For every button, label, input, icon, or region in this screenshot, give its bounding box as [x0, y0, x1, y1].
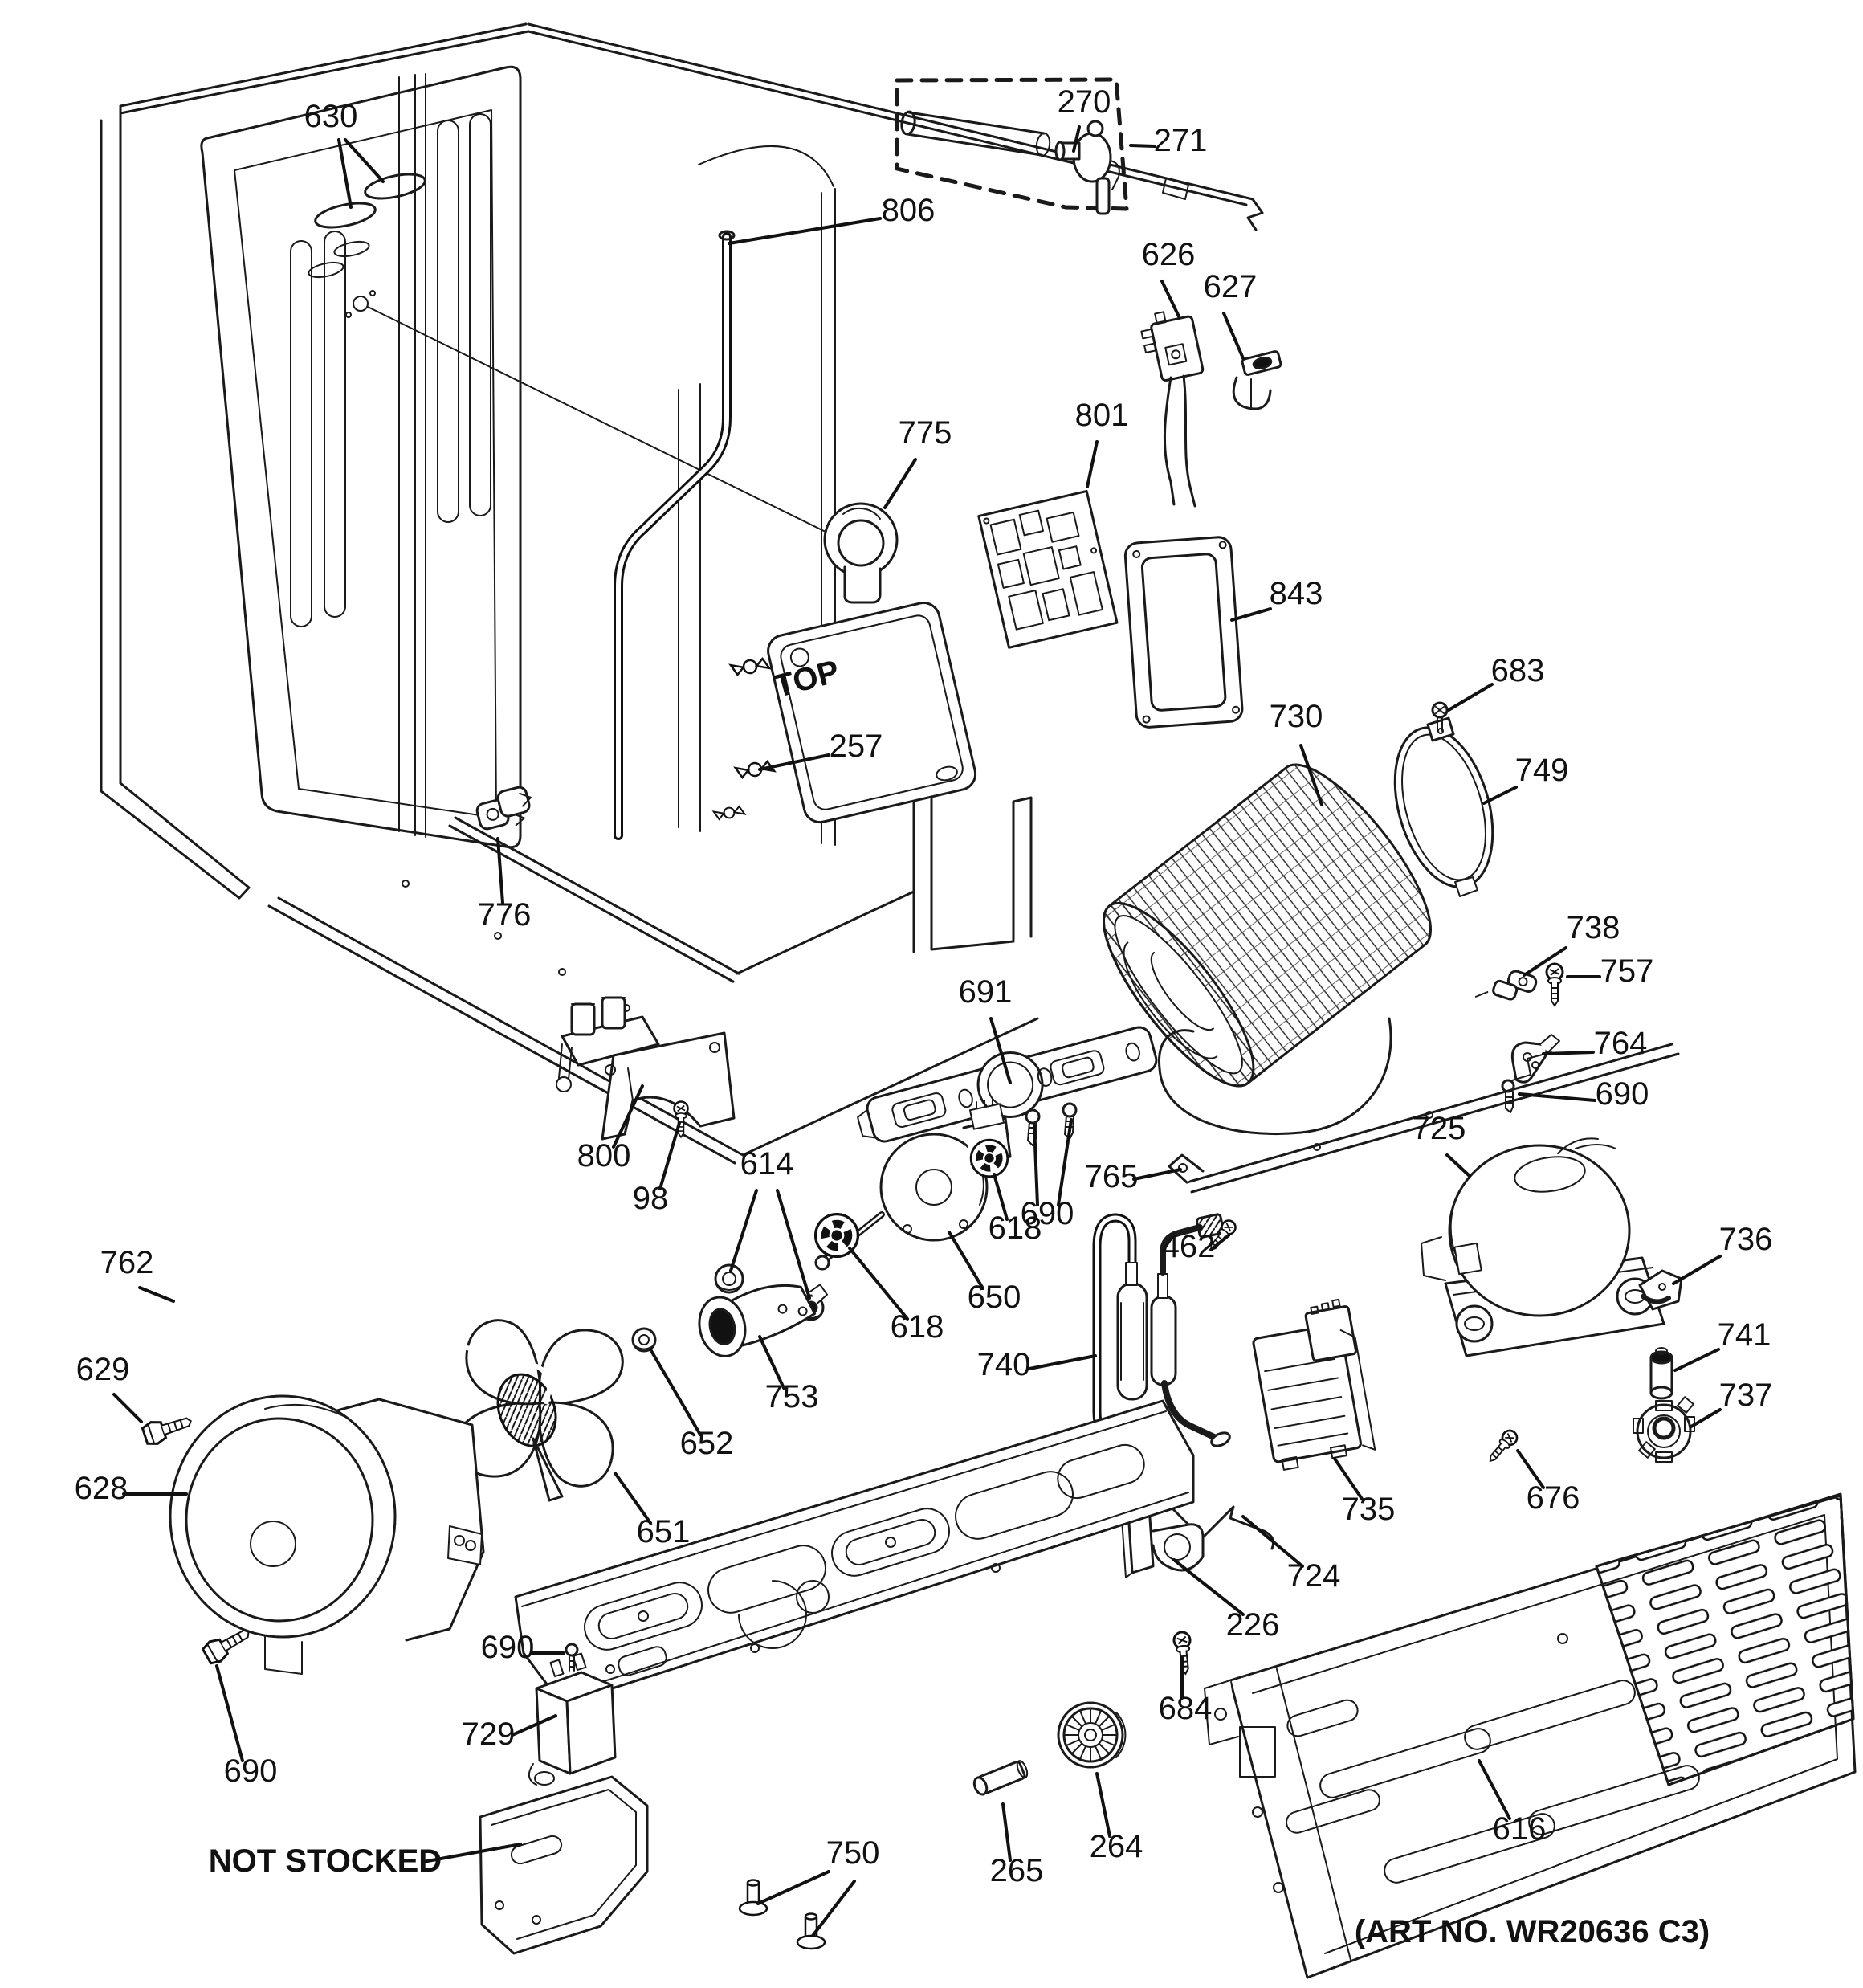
inverter-735	[1249, 1298, 1376, 1472]
switch-626	[1139, 306, 1204, 383]
callout-800: 800	[577, 1138, 631, 1174]
callout-738: 738	[1566, 910, 1620, 945]
leader-line	[1484, 787, 1516, 803]
tube-clip-776	[474, 785, 536, 833]
callout-top: TOP	[770, 653, 843, 705]
callout-765: 765	[1084, 1159, 1139, 1194]
callout-730: 730	[1269, 699, 1323, 734]
top-vent-slots	[308, 169, 427, 280]
leader-line	[1003, 1804, 1010, 1860]
callout-271: 271	[1153, 123, 1208, 158]
leader-line	[1232, 609, 1270, 620]
nut-652	[633, 1329, 655, 1351]
mullion-channel	[399, 74, 426, 837]
leader-line	[1673, 1256, 1720, 1284]
screw-690a	[1502, 1080, 1514, 1112]
pan-end-bracket	[480, 1777, 647, 1953]
axle-pin-265	[972, 1759, 1029, 1796]
fan-shroud-628	[170, 1396, 483, 1674]
callout-art-no-wr20636-c3: (ART NO. WR20636 C3)	[1354, 1914, 1710, 1949]
callout-776: 776	[477, 897, 532, 933]
leader-line	[1029, 1356, 1095, 1369]
callout-775: 775	[898, 415, 952, 451]
leader-line	[1087, 442, 1097, 487]
callout-626: 626	[1141, 237, 1196, 272]
water-valve-270	[1056, 121, 1119, 214]
leader-line	[140, 1288, 173, 1301]
leader-line	[1543, 1052, 1593, 1054]
leader-line	[1519, 1094, 1595, 1100]
callout-735: 735	[1341, 1492, 1396, 1527]
leader-line	[1097, 1774, 1110, 1836]
leader-line	[660, 1123, 679, 1189]
leader-line	[885, 459, 915, 508]
callout-690: 690	[1020, 1196, 1074, 1231]
callout-736: 736	[1718, 1222, 1773, 1257]
water-valve-800	[556, 998, 734, 1139]
mount-foot-737	[1633, 1397, 1694, 1462]
callout-729: 729	[461, 1717, 516, 1752]
leader-line	[813, 1881, 854, 1936]
callout-627: 627	[1203, 269, 1258, 304]
leader-line	[1034, 1125, 1037, 1205]
leader-line	[1691, 1410, 1720, 1427]
callout-652: 652	[679, 1426, 734, 1461]
leader-line	[114, 1394, 141, 1422]
tube-part	[900, 111, 1051, 157]
callout-725: 725	[1412, 1111, 1466, 1146]
callout-690: 690	[1595, 1076, 1649, 1112]
leader-line	[1224, 313, 1243, 358]
callout-757: 757	[1600, 953, 1654, 989]
callout-618: 618	[890, 1309, 944, 1345]
callout-614: 614	[740, 1146, 794, 1182]
callout-806: 806	[881, 193, 936, 228]
callout-843: 843	[1269, 576, 1323, 611]
leader-line	[1131, 145, 1155, 146]
leader-line	[777, 1190, 809, 1298]
pipe-clamp-738	[1476, 961, 1538, 1013]
leader-line	[731, 1190, 756, 1271]
callout-741: 741	[1717, 1317, 1771, 1353]
callout-764: 764	[1593, 1026, 1648, 1061]
callout-98: 98	[632, 1181, 669, 1216]
leader-line	[1174, 1560, 1243, 1614]
back-panel-outline	[202, 67, 520, 847]
callout-749: 749	[1514, 753, 1569, 788]
callout-630: 630	[304, 99, 358, 134]
callout-264: 264	[1089, 1829, 1143, 1864]
callout-801: 801	[1074, 398, 1129, 433]
leader-line	[1162, 281, 1179, 316]
callout-724: 724	[1286, 1558, 1341, 1594]
callout-737: 737	[1718, 1378, 1773, 1413]
leader-line	[217, 1666, 243, 1761]
callout-762: 762	[100, 1245, 154, 1280]
leader-line	[345, 140, 383, 182]
callout-462: 462	[1161, 1229, 1216, 1264]
callout-226: 226	[1225, 1607, 1280, 1643]
callout-257: 257	[829, 729, 883, 764]
callout-683: 683	[1490, 653, 1545, 688]
leader-line	[729, 218, 880, 243]
leader-line	[498, 839, 503, 903]
leader-line	[650, 1349, 700, 1435]
leader-line	[850, 1248, 907, 1319]
leader-line	[1675, 1349, 1718, 1370]
callout-690: 690	[223, 1753, 278, 1789]
callout-265: 265	[989, 1853, 1044, 1888]
callout-676: 676	[1526, 1480, 1580, 1516]
grommet-741	[1651, 1348, 1672, 1398]
callout-616: 616	[1492, 1811, 1547, 1847]
callout-650: 650	[967, 1280, 1021, 1315]
cabinet-left-wall	[101, 106, 249, 898]
leader-line	[758, 1872, 829, 1904]
nut-614a	[715, 1265, 743, 1292]
callout-690: 690	[480, 1630, 535, 1665]
callout-629: 629	[75, 1352, 130, 1387]
callout-753: 753	[764, 1379, 819, 1414]
callout-651: 651	[636, 1514, 691, 1549]
leader-line	[1447, 1155, 1470, 1176]
leader-line	[1449, 684, 1492, 710]
callout-750: 750	[826, 1835, 880, 1871]
gasket-843	[1124, 537, 1243, 729]
leader-line	[1134, 1170, 1180, 1179]
clamp-627	[1233, 351, 1282, 409]
compressor-725	[1421, 1138, 1664, 1356]
roller-264	[1058, 1703, 1125, 1767]
access-panel	[765, 600, 979, 826]
callout-628: 628	[74, 1471, 128, 1506]
fill-tube	[618, 231, 734, 835]
callout-618: 618	[988, 1210, 1042, 1246]
callout-684: 684	[1158, 1691, 1213, 1726]
callout-not-stocked: NOT STOCKED	[208, 1843, 442, 1879]
switch-wires	[1164, 376, 1195, 506]
drain-pan-750	[516, 1401, 1193, 1704]
callout-270: 270	[1057, 84, 1111, 120]
tube-clamp-764	[1512, 1035, 1559, 1082]
leader-line	[339, 140, 351, 207]
callout-740: 740	[976, 1347, 1031, 1382]
control-board-801	[979, 492, 1117, 648]
callout-691: 691	[958, 974, 1013, 1010]
